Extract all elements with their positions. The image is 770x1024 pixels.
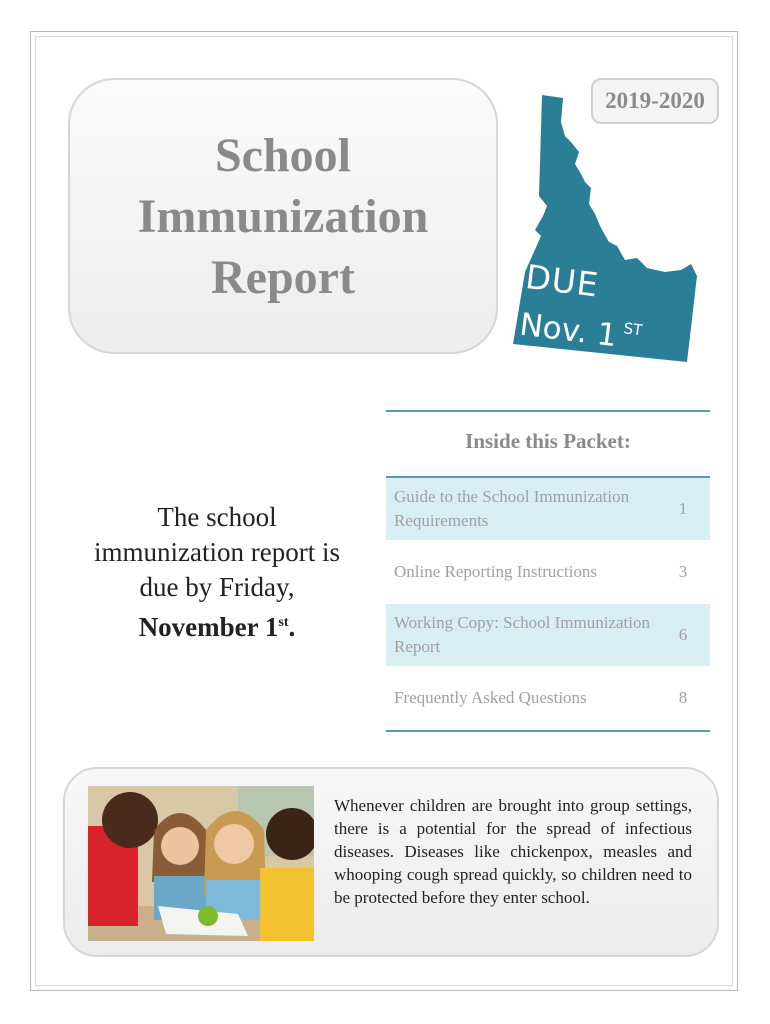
due-statement-period: . [288,612,296,642]
toc-item-page: 3 [678,562,688,581]
due-date-text: Nov. 1 [517,306,619,355]
toc-item-label: Working Copy: School Immunization Report [394,613,650,656]
toc-heading: Inside this Packet: [465,429,631,453]
toc-item-page: 8 [678,688,688,707]
due-word: DUE [523,257,601,305]
year-badge: 2019-2020 [591,78,719,124]
title-line-1: School [214,128,352,182]
due-statement [86,500,348,645]
toc-item-4[interactable] [386,666,710,730]
toc-rule-bottom [386,730,710,732]
due-statement-text: The school immunization report is due by Friday, [94,502,340,602]
due-statement-date [139,612,296,642]
toc-item-page: 6 [678,625,688,644]
title-box [68,78,498,354]
due-statement-date-text: November 1 [138,612,279,642]
toc-item-1[interactable] [386,478,710,540]
toc-item-label: Frequently Asked Questions [394,688,587,707]
children-photo-illustration [88,786,314,941]
toc-item-page: 1 [678,499,688,518]
toc-item-2[interactable] [386,540,710,604]
due-date-suffix: ST [622,319,644,340]
toc-item-label: Online Reporting Instructions [394,562,598,581]
title-line-2: Immunization [137,189,429,243]
due-statement-date-suffix: st [278,615,289,630]
toc-rule-top [386,410,710,412]
title-line-3: Report [211,250,355,304]
toc-item-3[interactable] [386,604,710,666]
toc-item-label: Guide to the School Immunization Requirements [394,487,630,530]
children-photo [88,786,314,941]
intro-paragraph: Whenever children are brought into group settings, there is a potential for the spread of infectious diseases. Diseases like chickenpox, measles and whooping cough spread quickly, so children need to be protected before they enter school. [334,796,692,907]
